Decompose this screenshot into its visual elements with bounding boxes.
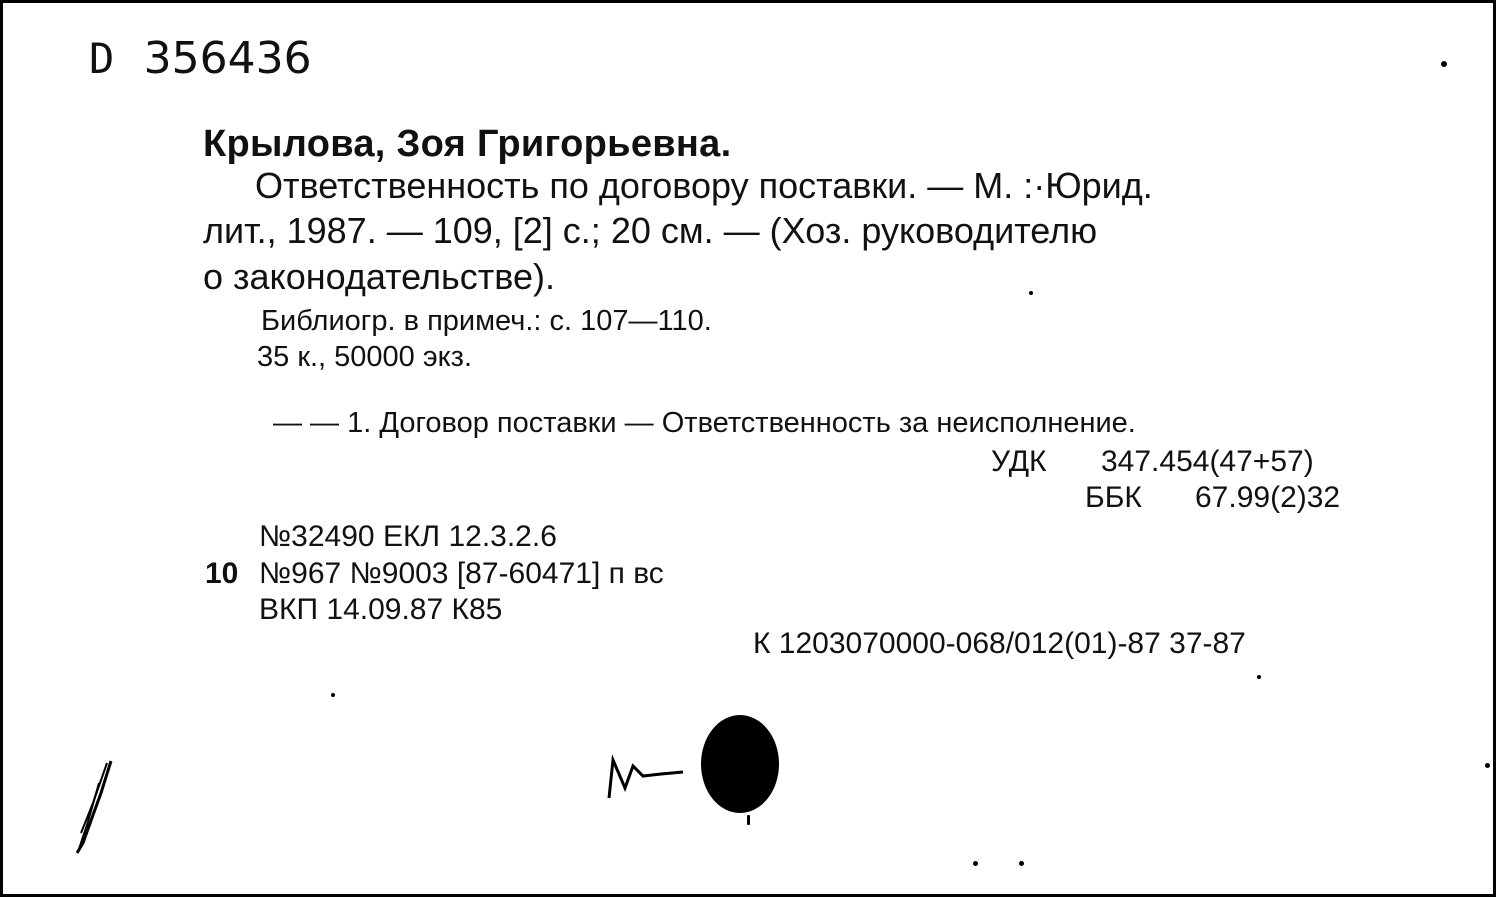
speck bbox=[1019, 861, 1024, 866]
publisher-code: К 1203070000-068/012(01)-87 37-87 bbox=[753, 627, 1246, 660]
tech-line-3: ВКП 14.09.87 К85 bbox=[259, 593, 503, 626]
speck bbox=[331, 693, 335, 697]
speck bbox=[1257, 675, 1261, 679]
author-heading: Крылова, Зоя Григорьевна. bbox=[203, 123, 732, 165]
handwritten-mark bbox=[63, 753, 123, 863]
tech-line-1: №32490 ЕКЛ 12.3.2.6 bbox=[259, 520, 557, 553]
handwritten-number: 356436 bbox=[143, 33, 312, 84]
handwritten-scribble bbox=[603, 748, 693, 808]
udk-label: УДК bbox=[991, 445, 1047, 478]
bbk-value: 67.99(2)32 bbox=[1195, 481, 1341, 514]
tech-line-2-number: 10 bbox=[205, 557, 239, 590]
bibliography-note: Библиогр. в примеч.: с. 107—110. bbox=[261, 305, 712, 337]
subject-heading: — — 1. Договор поставки — Ответственность за неисполнение. bbox=[273, 407, 1136, 439]
price-and-print-run: 35 к., 50000 экз. bbox=[257, 341, 473, 373]
catalog-prefix: D bbox=[89, 34, 117, 83]
catalog-number bbox=[89, 33, 312, 84]
speck bbox=[1441, 61, 1447, 67]
speck bbox=[973, 861, 978, 866]
bbk-label: ББК bbox=[1085, 481, 1142, 514]
punched-hole bbox=[701, 715, 779, 813]
speck bbox=[1485, 763, 1490, 768]
speck bbox=[1029, 291, 1033, 295]
udk-value: 347.454(47+57) bbox=[1101, 445, 1314, 478]
title-line-3: о законодательстве). bbox=[203, 256, 555, 297]
title-line-2: лит., 1987. — 109, [2] с.; 20 см. — (Хоз. руководителю bbox=[203, 210, 1098, 251]
title-line-1: Ответственность по договору поставки. — М. :·Юрид. bbox=[255, 165, 1153, 206]
speck bbox=[747, 815, 750, 825]
tech-line-2: №967 №9003 [87-60471] п вс bbox=[259, 557, 664, 590]
